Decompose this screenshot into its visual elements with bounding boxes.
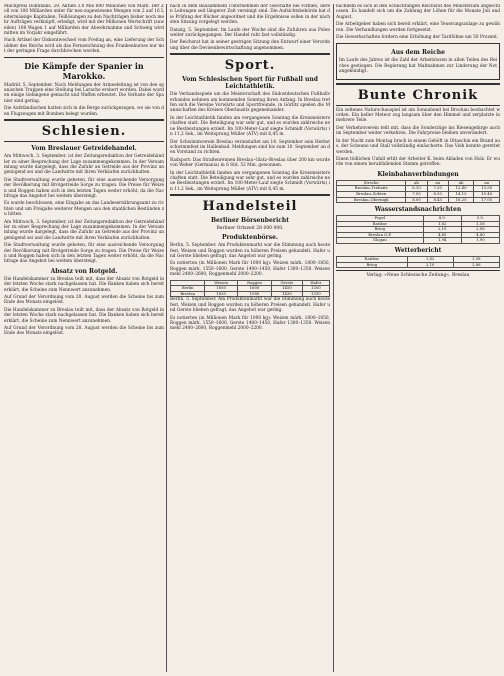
table-title: Wasserstandsnachrichten — [374, 206, 462, 214]
column-3 — [336, 4, 500, 672]
headline-boersenbericht: Berliner Börsenbericht — [210, 217, 290, 225]
price-table — [170, 280, 330, 298]
table-header-cell: 4.9. — [423, 216, 461, 222]
article-paragraph: Es wurde beschlossen, eine Eingabe an das Landesernährungsamt zu richten und um Freigabe weiterer Mengen aus den staatlichen Beständen zu bitten. — [4, 201, 164, 218]
article-paragraph: Die Stadtverwaltung wurde gebeten, für eine ausreichende Versorgung der Bevölkerung mit Brotgetreide Sorge zu tragen. Die Preise für Weizen und Roggen haben sich in den letzten Tagen weiter erhöht, da die Nachfrage das Angebot bei weitem übersteigt. — [4, 177, 164, 199]
article-paragraph: Ein seltenes Naturschauspiel ist am Sonnabend bei Brockau beobachtet worden. Ein heller Meteor zog langsam über den Himmel und zerplatzte in mehrere Teile. — [336, 107, 500, 124]
section-title-handelsteil: Handelsteil — [202, 199, 298, 215]
table-header-cell: Strecke — [337, 180, 406, 186]
article-paragraph: Die Handelskammer zu Breslau teilt mit, dass der Absatz von Rotgeld in der letzten Woche stark nachgelassen hat. Die Banken haben sich bereit erklärt, die Scheine zum Nennwert anzunehmen. — [4, 276, 164, 293]
table-header-cell: Gerste — [272, 280, 303, 286]
table-cell: 6.10 — [406, 186, 427, 192]
table-cell: 1820 — [205, 291, 237, 297]
article-paragraph: In der Leichtathletik fanden am vergangenen Sonntag die Kreismeisterschaften statt. Die Beteiligung war sehr gut, und es wurden zahlreiche neue Bestleistungen erzielt. Im 100-Meter-Lauf siegte Schmidt (Vorwärts) in 11,2 Sek., im Weitsprung Müller (ATV) mit 6,45 m. — [170, 170, 330, 192]
publisher-note: Verlag: »Neue Schlesische Zeitung«, Breslau — [366, 273, 470, 279]
article-paragraph: nach in dem Bausammeln Unternehmen der Geschäfte bei Firmen, deren Leitungen seit längerer Zeit vereinigt sind. Die Aufsichtsbehörde hat die Prüfung der Bücher angeordnet und die Ergebnisse sollen in der nächsten Sitzung vorgelegt werden. — [170, 4, 330, 26]
table-cell: 17.05 — [474, 197, 500, 203]
article-paragraph: Radsport: Das Straßenrennen Breslau–Glatz–Breslau über 200 km wurde von Weber (Germania) in 6 Std. 52 Min. gewonnen. — [170, 157, 330, 169]
column-1 — [4, 4, 164, 672]
table-cell: Berlin — [171, 286, 205, 292]
divider — [170, 194, 330, 196]
article-paragraph: Auf Grund der Verordnung vom 20. August werden die Scheine bis zum Ende des Monats eingelöst. — [4, 295, 164, 306]
table-header-cell: Weizen — [205, 280, 237, 286]
table-cell: Breslau–Zobten — [337, 191, 406, 197]
table-row — [337, 197, 500, 203]
article-paragraph: Die Gewerkschaften fordern eine Erhöhung der Tariflöhne um 50 Prozent. — [336, 35, 499, 41]
table-row — [171, 291, 330, 297]
headline-getreidehandel: Vom Breslauer Getreidehandel. — [31, 145, 137, 153]
table-cell: 1,90 — [461, 238, 499, 244]
divider — [4, 57, 164, 58]
article-paragraph: Der Reichsrat hat in seiner gestrigen Sitzung den Entwurf einer Verordnung über die Devisenbewirtschaftung angenommen. — [170, 40, 330, 51]
article-paragraph: Madrid, 5. September. Nach Meldungen der Armeeleitung ist von den spanischen Truppen eine Stellung bei Larache erobert worden. Dabei wurden einige Gefangene gemacht und Waffen erbeutet. Die Verluste der Spanier sind gering. — [4, 82, 164, 104]
table-cell: 1580 — [237, 291, 271, 297]
table-row — [337, 238, 500, 244]
table-header-cell: Roggen — [237, 280, 271, 286]
table-cell: 1,94 — [423, 238, 461, 244]
article-paragraph: nachdem es sich in den Schlichtungen Reichsrat des Ministerium abgeschlossen. Es handelt sich um die Zahlung der Löhne für die Monate Juli und August. — [336, 4, 500, 20]
boxed-notice — [336, 43, 500, 79]
table-title: Wetterbericht — [394, 247, 442, 255]
box-title: Aus dem Reiche — [391, 49, 445, 57]
divider — [336, 83, 500, 85]
schedule-table — [336, 180, 500, 203]
article-paragraph: In der Leichtathletik fanden am vergangenen Sonntag die Kreismeisterschaften statt. Die Beteiligung war sehr gut, und es wurden zahlreiche neue Bestleistungen erzielt. Im 100-Meter-Lauf siegte Schmidt (Vorwärts) in 11,2 Sek., im Weitsprung Müller (ATV) mit 6,45 m. — [170, 115, 330, 138]
section-title-bunte-chronik: Bunte Chronik — [357, 87, 479, 103]
section-title-schlesien: Schlesien. — [41, 124, 127, 140]
table-header-cell: Hafer — [302, 280, 329, 286]
table-cell: 1350 — [302, 286, 329, 292]
table-cell: Breslau–Obernigk — [337, 197, 406, 203]
table-header-cell: an — [427, 180, 448, 186]
water-level-table — [336, 215, 500, 244]
table-title: Kleinbahnverbindungen — [377, 170, 459, 178]
divider — [4, 119, 164, 121]
table-cell: 1600 — [237, 286, 271, 292]
table-header-cell: 5.9. — [461, 216, 499, 222]
table-header-cell: an — [474, 180, 500, 186]
table-cell: 1,62 — [423, 221, 461, 227]
article-paragraph: Die Handelskammer zu Breslau teilt mit, dass der Absatz von Rotgeld in der letzten Woche stark nachgelassen hat. Die Banken haben sich bereit erklärt, die Scheine zum Nennwert anzunehmen. — [4, 307, 164, 324]
table-cell: 7.20 — [427, 186, 448, 192]
table-cell: 7.05 — [406, 191, 427, 197]
divider — [4, 141, 164, 142]
table-cell: 8.00 — [406, 197, 427, 203]
table-cell: 2,06 — [453, 262, 499, 268]
article-paragraph: Es notierten (in Millionen Mark für 1000 kg): Weizen märk. 1800–1850, Roggen märk. 1550–1600, Gerste 1400–1450, Hafer 1300–1350. Weizenmehl 2400–2600, Roggenmehl 2000–2200. — [170, 315, 330, 332]
article-paragraph: In der Nacht zum Montag brach in einem Gehöft in Oltaschin ein Brand aus, der Scheune und Stall vollständig einäscherte. Das Vieh konnte gerettet werden. — [336, 138, 500, 155]
article-paragraph: Danzig, 5. September. Im Laufe der Woche sind die Zufuhren aus Polen weiter zurückgegangen. Der Handel ruht fast vollständig. — [170, 27, 330, 39]
table-cell: 15.40 — [474, 191, 500, 197]
table-cell: 1450 — [272, 286, 303, 292]
table-cell: 4,85 — [423, 232, 461, 238]
table-cell: 1,58 — [461, 221, 499, 227]
table-cell: 1,58 — [453, 257, 499, 263]
table-cell: Breslau–Trebnitz — [337, 186, 406, 192]
article-paragraph: Berlin, 5. September. Am Produktenmarkt war die Stimmung auch heute fest. Weizen und Roggen wurden zu höheren Preisen gehandelt. Hafer und Gerste blieben gefragt, das Angebot war gering. — [170, 297, 330, 314]
article-paragraph: Die Verbandsspiele um die Meisterschaft des Südostdeutschen Fußballverbandes nehmen am kommenden Sonntag ihren Anfang. In Breslau treffen sich die Vereine Vorwärts und Sportfreunde, in Görlitz spielen die Mannschaften des Kreises Oberlausitz gegeneinander. — [170, 92, 330, 114]
article-paragraph: Die Arbeitgeber haben sich bereit erklärt, eine Teuerungszulage zu gewähren. Die Verhandlungen werden fortgesetzt. — [336, 22, 500, 33]
article-paragraph: Der Schwimmverein Breslau veranstaltet am 14. September sein Herbstschwimmfest im Hallenbad. Meldungen sind bis zum 10. September an den Vorstand zu richten. — [170, 139, 330, 156]
divider — [336, 105, 500, 106]
weather-table — [336, 256, 500, 268]
headline-produktenboerse: Produktenbörse. — [222, 234, 278, 242]
article-paragraph: Milchpreis Dollnhans. 29. Aktien 3.0 Mio 800 Millionen von Mark. Der Zoll von 100 Milliarden unter für neu-zugewiesene Mengen von 2 auf 16 Leitermässige Kapitalien, Teillösungen zu den Nachträgen bisher noch mehr Aufträgen verknüpft, erledigt, wird mit der Millionen Wertschrift (zuweilen) 108 Wagen 1 auf Milliarden der Abwehrnahme und Schweig wird mitten im Vorjahr eingeführt. — [4, 4, 164, 37]
table-cell: Breslau — [171, 291, 205, 297]
table-cell: Brieg — [337, 227, 424, 233]
article-paragraph: Der Verkehrsverein teilt mit, dass die Sonderzüge ins Riesengebirge auch im September weiter verkehren. Die Fahrpreise bleiben unverändert. — [336, 125, 500, 137]
article-paragraph: Die Stadtverwaltung wurde gebeten, für eine ausreichende Versorgung der Bevölkerung mit Brotgetreide Sorge zu tragen. Die Preise für Weizen und Roggen haben sich in den letzten Tagen weiter erhöht, da die Nachfrage das Angebot bei weitem übersteigt. — [4, 243, 164, 265]
table-cell: Glogau — [337, 238, 424, 244]
article-paragraph: Am Mittwoch, 3. September, ist der Zeitungsredaktion der Getreidehändler zu einer Besprechung der Lage zusammengekommen. In der Versammlung wurde dargelegt, dass die Zufuhr an Getreide aus der Provinz ungenügend sei und die Landwirte mit ihren Verkäufen zurückhalten. — [4, 219, 164, 241]
table-cell: 16.20 — [448, 197, 474, 203]
article-paragraph: Nach Artikel der Diskontwechsel vom Freitag an, eine Lieferung der Schuldner des Reichs wird als das Fernzeichnung des Frankenkurses nur mit der geringen Frage durchbrochen worden. — [4, 38, 164, 55]
article-paragraph: Einen tödlichen Unfall erlitt der Arbeiter K. beim Abladen von Holz. Er wurde von einem herabfallenden Stamm getroffen. — [336, 156, 500, 168]
headline-sport: Vom Schlesischen Sport für Fußball und Leichtathletik. — [182, 76, 318, 91]
table-cell: Breslau O.P. — [337, 232, 424, 238]
table-header-cell: Pegel — [337, 216, 424, 222]
article-paragraph: Im Laufe des Jahres ist die Zahl der Arbeitslosen in allen Teilen des Reiches gestiegen. Die Regierung hat Maßnahmen zur Linderung der Not angekündigt. — [339, 58, 497, 75]
article-paragraph: Am Mittwoch, 3. September, ist der Zeitungsredaktion der Getreidehändler zu einer Besprechung der Lage zusammengekommen. In der Versammlung wurde dargelegt, dass die Zufuhr an Getreide aus der Provinz ungenügend sei und die Landwirte mit ihren Verkäufen zurückhalten. — [4, 154, 164, 176]
table-cell: 12.40 — [448, 186, 474, 192]
table-cell: 1850 — [205, 286, 237, 292]
table-cell: Brieg — [337, 262, 408, 268]
table-cell: 2,10 — [407, 262, 453, 268]
article-paragraph: Berlin, 5. September. Am Produktenmarkt war die Stimmung auch heute fest. Weizen und Roggen wurden zu höheren Preisen gehandelt. Hafer und Gerste blieben gefragt, das Angebot war gering. — [170, 243, 330, 259]
headline-absatz: Absatz von Rotgeld. — [50, 267, 118, 275]
column-rule — [333, 4, 334, 672]
table-cell: 8.45 — [427, 197, 448, 203]
table-header-cell: ab — [448, 180, 474, 186]
divider — [336, 270, 500, 271]
table-cell: 4,80 — [461, 232, 499, 238]
table-cell: 1330 — [302, 291, 329, 297]
table-row — [337, 262, 500, 268]
table-cell: 2,10 — [423, 227, 461, 233]
divider — [170, 53, 330, 55]
table-cell: 2,06 — [461, 227, 499, 233]
table-cell: 14.15 — [448, 191, 474, 197]
subheadline: Berliner Ortszeit 28 000 000. — [216, 226, 284, 232]
article-paragraph: Auf Grund der Verordnung vom 20. August werden die Scheine bis zum Ende des Monats eingelöst. — [4, 326, 164, 337]
column-rule — [166, 4, 167, 672]
article-paragraph: Die Aufständischen hatten sich in die Berge zurückgezogen, wo sie von den Flugzeugen mit Bomben belegt wurden. — [4, 106, 164, 117]
headline-spanier: Die Kämpfe der Spanier in Marokko. — [24, 60, 144, 81]
section-title-sport: Sport. — [224, 58, 276, 74]
column-2 — [170, 4, 330, 672]
table-header-cell: ab — [406, 180, 427, 186]
table-cell: 1,62 — [407, 257, 453, 263]
table-cell: 13.50 — [474, 186, 500, 192]
table-cell: Ratibor — [337, 257, 408, 263]
table-cell: Ratibor — [337, 221, 424, 227]
article-paragraph: Es notierten (in Millionen Mark für 1000 kg): Weizen märk. 1800–1850, Roggen märk. 1550–1600, Gerste 1400–1450, Hafer 1300–1350. Weizenmehl 2400–2600, Roggenmehl 2000–2200. — [170, 261, 330, 278]
table-cell: 8.30 — [427, 191, 448, 197]
table-cell: 1430 — [272, 291, 303, 297]
